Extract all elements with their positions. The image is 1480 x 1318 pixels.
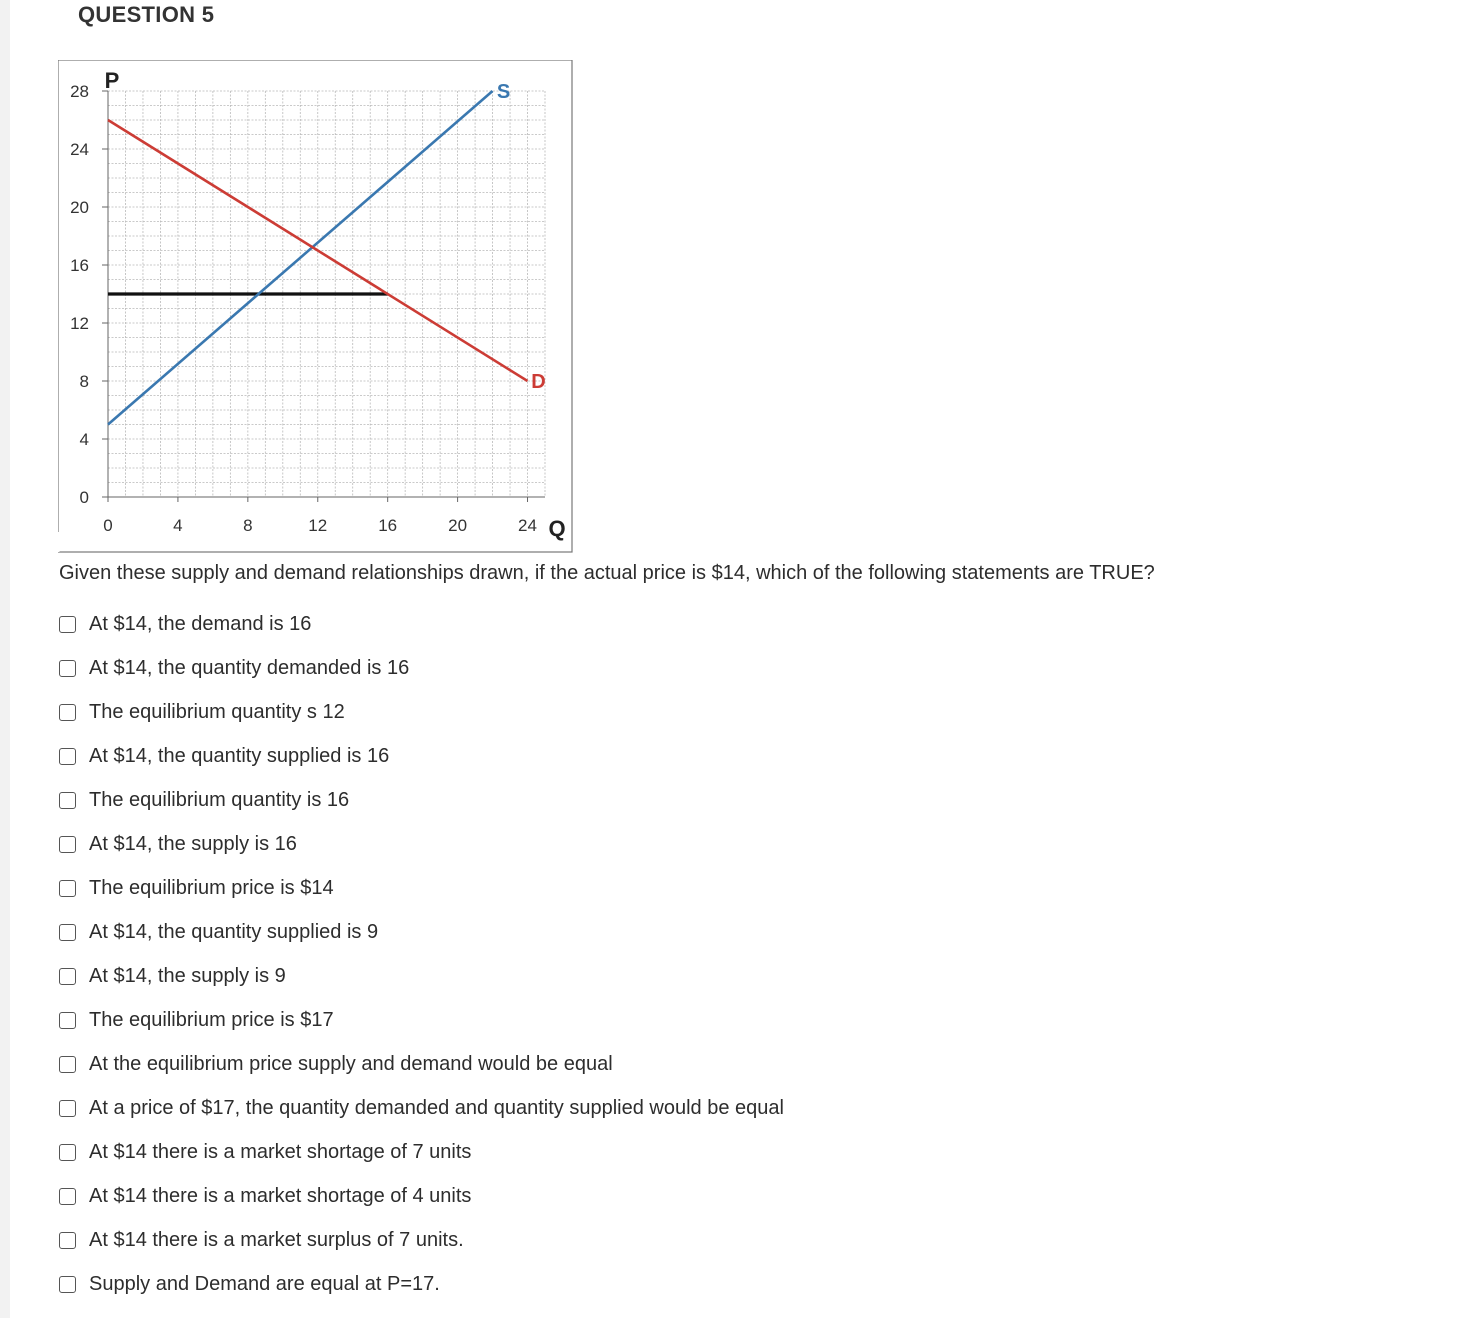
y-tick-label: 8 — [79, 372, 89, 391]
answer-option[interactable] — [59, 1130, 784, 1174]
question-title: QUESTION 5 — [78, 2, 215, 27]
answer-checkbox[interactable] — [59, 704, 76, 721]
answer-option-label: Supply and Demand are equal at P=17. — [89, 1272, 440, 1295]
y-tick-label: 24 — [70, 140, 89, 159]
answer-checkbox[interactable] — [59, 1188, 76, 1205]
answer-option[interactable] — [59, 1218, 784, 1262]
y-axis-label: P — [104, 68, 120, 93]
answer-option[interactable] — [59, 690, 784, 734]
figure-frame — [58, 60, 572, 552]
answer-option[interactable] — [59, 910, 784, 954]
answer-checkbox[interactable] — [59, 1276, 76, 1293]
answer-option[interactable] — [59, 1086, 784, 1130]
x-tick-label: 0 — [103, 516, 113, 535]
series-label-s: S — [496, 81, 511, 103]
answer-option[interactable] — [59, 998, 784, 1042]
x-tick-label: 20 — [448, 516, 468, 535]
y-tick-label: 4 — [79, 430, 89, 449]
answer-checkbox[interactable] — [59, 968, 76, 985]
answer-checkbox[interactable] — [59, 660, 76, 677]
x-tick-label: 4 — [173, 516, 183, 535]
left-margin-bar — [0, 0, 10, 1318]
answer-option[interactable] — [59, 1174, 784, 1218]
answer-checkbox[interactable] — [59, 1144, 76, 1161]
answer-checkbox[interactable] — [59, 792, 76, 809]
answer-option-label: At $14, the supply is 9 — [89, 964, 286, 987]
answer-option[interactable] — [59, 646, 784, 690]
answer-checkbox[interactable] — [59, 836, 76, 853]
x-tick-label: 12 — [308, 516, 328, 535]
answer-checkbox[interactable] — [59, 1100, 76, 1117]
answer-option-label: At $14, the quantity demanded is 16 — [89, 656, 410, 679]
answer-option[interactable] — [59, 602, 784, 646]
supply-demand-figure — [58, 60, 578, 560]
question-prompt: Given these supply and demand relationships drawn, if the actual price is $14, which of the following statements are TRUE? — [59, 562, 1155, 584]
answer-option-label: At $14 there is a market surplus of 7 units. — [89, 1228, 464, 1251]
answer-option[interactable] — [59, 734, 784, 778]
answer-checkbox[interactable] — [59, 1056, 76, 1073]
answer-checkbox[interactable] — [59, 880, 76, 897]
series-label-d: D — [531, 371, 546, 393]
answer-option[interactable] — [59, 778, 784, 822]
answer-checkbox[interactable] — [59, 1012, 76, 1029]
x-tick-label: 16 — [378, 516, 398, 535]
answer-option-label: At $14 there is a market shortage of 4 units — [89, 1184, 472, 1207]
answer-option-label: The equilibrium quantity is 16 — [89, 788, 350, 811]
answer-option-label: At the equilibrium price supply and demand would be equal — [89, 1052, 613, 1075]
answer-option-label: The equilibrium quantity s 12 — [89, 700, 345, 723]
y-tick-label: 28 — [70, 82, 89, 101]
answer-checkbox[interactable] — [59, 1232, 76, 1249]
answer-checkbox[interactable] — [59, 924, 76, 941]
x-tick-label: 24 — [518, 516, 537, 535]
answer-checkbox[interactable] — [59, 616, 76, 633]
y-tick-label: 0 — [79, 488, 89, 507]
answer-option-label: At $14, the demand is 16 — [89, 612, 312, 635]
answer-options-list — [59, 602, 784, 1306]
answer-option-label: At $14 there is a market shortage of 7 units — [89, 1140, 472, 1163]
y-tick-label: 12 — [70, 314, 89, 333]
supply-demand-chart — [58, 60, 578, 555]
answer-option[interactable] — [59, 1262, 784, 1306]
answer-option-label: At $14, the quantity supplied is 16 — [89, 744, 390, 767]
answer-option[interactable] — [59, 866, 784, 910]
answer-option[interactable] — [59, 822, 784, 866]
answer-option-label: The equilibrium price is $14 — [89, 876, 334, 899]
answer-option[interactable] — [59, 1042, 784, 1086]
answer-option-label: At $14, the quantity supplied is 9 — [89, 920, 379, 943]
x-axis-label: Q — [548, 516, 566, 541]
answer-option-label: At a price of $17, the quantity demanded and quantity supplied would be equal — [89, 1096, 784, 1119]
x-tick-label: 8 — [243, 516, 253, 535]
answer-option-label: The equilibrium price is $17 — [89, 1008, 334, 1031]
answer-option-label: At $14, the supply is 16 — [89, 832, 297, 855]
y-tick-label: 16 — [70, 256, 89, 275]
answer-option[interactable] — [59, 954, 784, 998]
y-tick-label: 20 — [70, 198, 89, 217]
answer-checkbox[interactable] — [59, 748, 76, 765]
